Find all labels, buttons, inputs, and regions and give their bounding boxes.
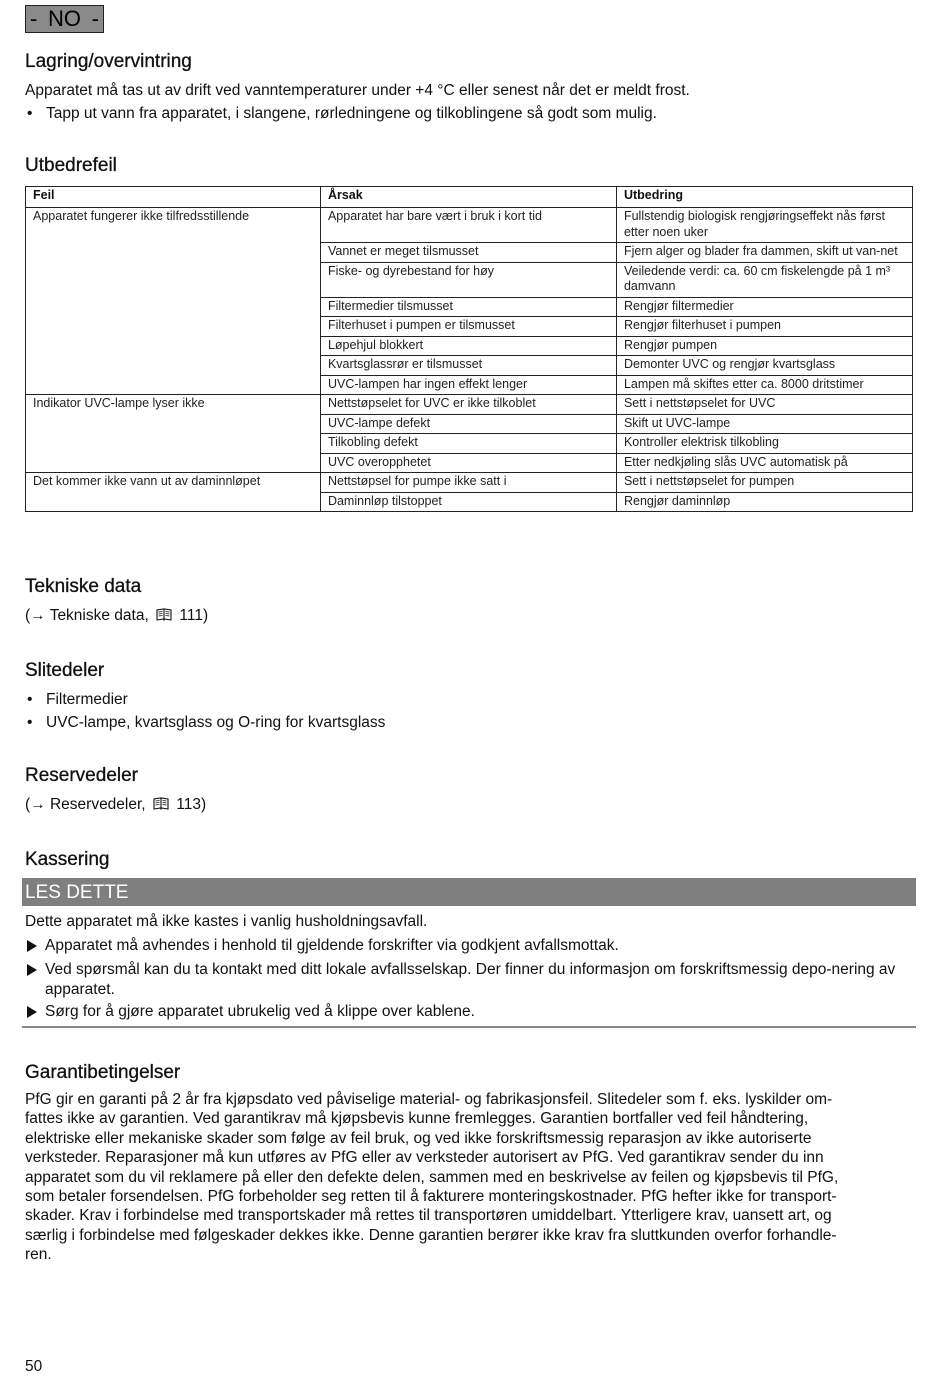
- arrow-right-icon: [27, 940, 37, 952]
- wear-parts-item-text: UVC-lampe, kvartsglass og O-ring for kvartsglass: [46, 714, 386, 731]
- badge-dash-left: -: [30, 6, 38, 31]
- remedy-cell: Rengjør filterhuset i pumpen: [616, 317, 912, 337]
- storage-bullet-text: Tapp ut vann fra apparatet, i slangene, rørledningene og tilkoblingene så godt som mulig.: [46, 105, 657, 122]
- remedy-cell: Sett i nettstøpselet for UVC: [616, 395, 912, 415]
- table-body: [26, 208, 913, 512]
- disposal-step-text: Ved spørsmål kan du ta kontakt med ditt lokale avfallsselskap. Der finner du informasjon om forskriftsmessig depo-nering av apparatet.: [45, 961, 896, 998]
- language-badge: [25, 5, 104, 33]
- book-icon: [156, 608, 172, 621]
- warranty-line: verksteder. Reparasjoner må kun utføres av PfG eller av verksteder autorisert av PfG. Ved garantikrav sender du inn: [25, 1149, 824, 1167]
- bullet-dot: •: [27, 105, 33, 122]
- cause-cell: Tilkobling defekt: [320, 434, 616, 454]
- remedy-cell: Demonter UVC og rengjør kvartsglass: [616, 356, 912, 376]
- disposal-text: Dette apparatet må ikke kastes i vanlig husholdningsavfall.: [25, 913, 428, 930]
- cause-cell: Apparatet har bare vært i bruk i kort tid: [320, 208, 616, 243]
- remedy-cell: Etter nedkjøling slås UVC automatisk på: [616, 453, 912, 473]
- divider: [22, 1026, 916, 1028]
- wear-parts-item-text: Filtermedier: [46, 691, 128, 708]
- spare-parts-reference: [25, 795, 910, 815]
- cause-cell: Filterhuset i pumpen er tilsmusset: [320, 317, 616, 337]
- badge-dash-right: -: [91, 6, 99, 31]
- warranty-line: ren.: [25, 1246, 52, 1264]
- disposal-step: [25, 960, 910, 999]
- cause-cell: UVC-lampen har ingen effekt lenger: [320, 375, 616, 395]
- arrow-right-icon: [27, 964, 37, 976]
- bullet-dot: •: [27, 714, 33, 731]
- cause-cell: Nettstøpsel for pumpe ikke satt i: [320, 473, 616, 493]
- cause-cell: Løpehjul blokkert: [320, 336, 616, 356]
- remedy-cell: Rengjør pumpen: [616, 336, 912, 356]
- cause-cell: Filtermedier tilsmusset: [320, 297, 616, 317]
- warranty-line: PfG gir en garanti på 2 år fra kjøpsdato ved påviselige material- og fabrikasjonsfeil. Slitedeler som f. eks. lyskilder om-: [25, 1091, 833, 1108]
- table-row: [26, 208, 913, 243]
- arrow-right-icon: [27, 1006, 37, 1018]
- disposal-step-text: Sørg for å gjøre apparatet ubrukelig ved å klippe over kablene.: [45, 1003, 475, 1020]
- remedy-cell: Fullstendig biologisk rengjøringseffekt nås først etter noen uker: [616, 208, 912, 243]
- remedy-cell: Rengjør filtermedier: [616, 297, 912, 317]
- spare-parts-ref-page: 113): [176, 796, 207, 813]
- header-fault: Feil: [26, 187, 321, 208]
- badge-language-code: NO: [48, 6, 81, 31]
- tech-data-reference: [25, 606, 910, 626]
- spare-parts-ref-text: (→ Reservedeler,: [25, 796, 146, 813]
- header-remedy: Utbedring: [616, 187, 912, 208]
- remedy-cell: Fjern alger og blader fra dammen, skift ut van-net: [616, 243, 912, 263]
- fault-cell: Indikator UVC-lampe lyser ikke: [26, 395, 321, 473]
- cause-cell: UVC-lampe defekt: [320, 414, 616, 434]
- page-number: 50: [25, 1358, 43, 1375]
- remedy-cell: Sett i nettstøpselet for pumpen: [616, 473, 912, 493]
- bullet-dot: •: [27, 691, 33, 708]
- tech-data-ref-text: (→ Tekniske data,: [25, 607, 149, 624]
- cause-cell: Vannet er meget tilsmusset: [320, 243, 616, 263]
- fault-cell: Apparatet fungerer ikke tilfredsstillende: [26, 208, 321, 395]
- tech-data-ref-page: 111): [179, 607, 209, 624]
- remedy-cell: Skift ut UVC-lampe: [616, 414, 912, 434]
- cause-cell: Daminnløp tilstoppet: [320, 492, 616, 512]
- table-header-row: [26, 187, 913, 208]
- storage-text: Apparatet må tas ut av drift ved vanntemperaturer under +4 °C eller senest når det er meldt frost.: [25, 82, 690, 99]
- cause-cell: UVC overopphetet: [320, 453, 616, 473]
- warranty-line: fattes ikke av garantien. Ved garantikrav må kjøpsbevis kunne fremlegges. Garantien bortfaller ved feil håndtering,: [25, 1110, 809, 1128]
- spare-parts-heading: Reservedeler: [25, 765, 138, 786]
- cause-cell: Kvartsglassrør er tilsmusset: [320, 356, 616, 376]
- troubleshooting-heading: Utbedrefeil: [25, 155, 117, 176]
- tech-data-heading: Tekniske data: [25, 576, 142, 597]
- remedy-cell: Kontroller elektrisk tilkobling: [616, 434, 912, 454]
- remedy-cell: Lampen må skiftes etter ca. 8000 dritstimer: [616, 375, 912, 395]
- disposal-step: [25, 936, 910, 956]
- troubleshooting-table: [25, 186, 913, 512]
- warranty-line: elektriske eller mekaniske skader som følge av feil bruk, og ved ikke forskriftsmessig reparasjon av ikke autoriserte: [25, 1129, 812, 1147]
- fault-cell: Det kommer ikke vann ut av daminnløpet: [26, 473, 321, 512]
- notice-bar: LES DETTE: [22, 878, 916, 906]
- cause-cell: Nettstøpselet for UVC er ikke tilkoblet: [320, 395, 616, 415]
- header-cause: Årsak: [320, 187, 616, 208]
- table-row: [26, 395, 913, 415]
- warranty-line: som betaler forsendelsen. PfG forbeholder seg retten til å fakturere monteringskostnader. PfG hefter ikke for transport-: [25, 1188, 837, 1206]
- disposal-step-text: Apparatet må avhendes i henhold til gjeldende forskrifter via godkjent avfallsmottak.: [45, 937, 619, 954]
- table-row: [26, 473, 913, 493]
- remedy-cell: Rengjør daminnløp: [616, 492, 912, 512]
- warranty-line: særlig i forbindelse med følgeskader dekkes ikke. Denne garantien berører ikke krav fra sluttkunden overfor forhandle-: [25, 1226, 837, 1244]
- warranty-text: [25, 1090, 916, 1265]
- warranty-line: apparatet som du vil reklamere på eller den defekte delen, sammen med en beskrivelse av feilen og kjøpsbevis til PfG,: [25, 1168, 839, 1186]
- wear-parts-heading: Slitedeler: [25, 660, 105, 681]
- storage-heading: Lagring/overvintring: [25, 51, 192, 72]
- book-icon: [153, 797, 169, 810]
- warranty-heading: Garantibetingelser: [25, 1062, 181, 1083]
- disposal-heading: Kassering: [25, 849, 110, 870]
- warranty-line: skader. Krav i forbindelse med transportskader må rettes til transportøren umiddelbart. Ytterligere krav, uansett art, og: [25, 1207, 832, 1225]
- remedy-cell: Veiledende verdi: ca. 60 cm fiskelengde på 1 m³ damvann: [616, 262, 912, 297]
- disposal-step: [25, 1002, 910, 1022]
- cause-cell: Fiske- og dyrebestand for høy: [320, 262, 616, 297]
